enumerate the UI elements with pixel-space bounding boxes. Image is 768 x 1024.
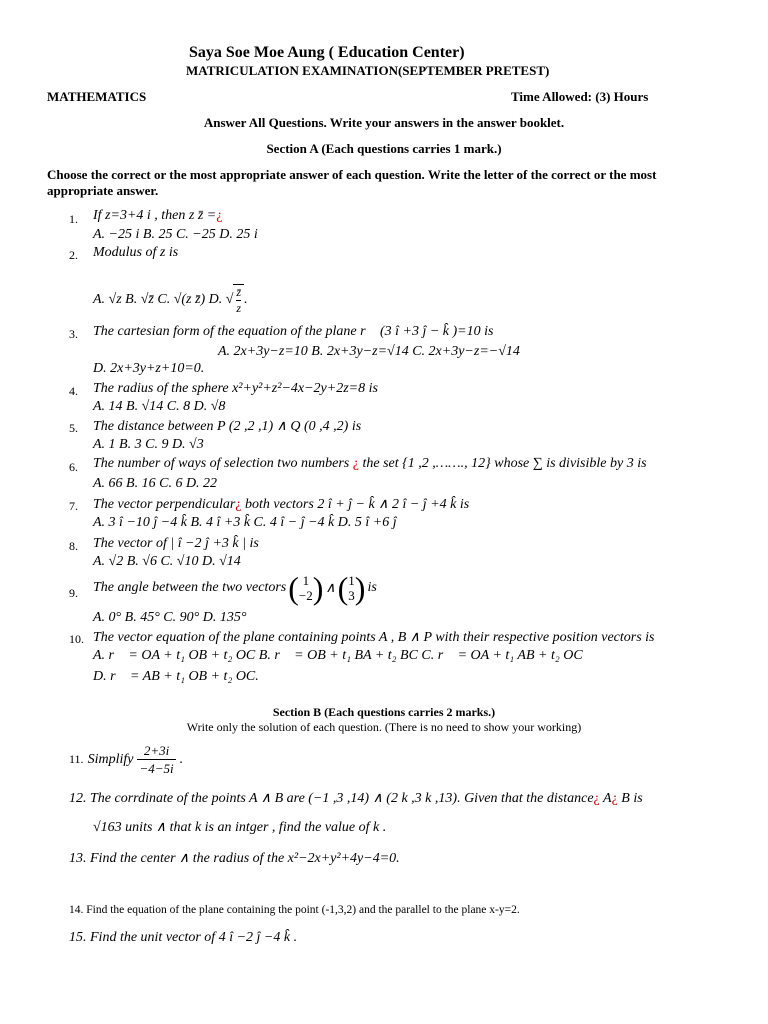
section-b-title: Section B (Each questions carries 2 marks.)	[272, 705, 496, 719]
center-name: Saya Soe Moe Aung ( Education Center)	[189, 44, 465, 61]
q5-options: A. 1 B. 3 C. 9 D. √3	[93, 437, 204, 452]
q2-frac-den: z	[236, 301, 242, 315]
q2-number: 2.	[69, 248, 78, 262]
q3-number: 3.	[69, 327, 78, 341]
subject: MATHEMATICS	[47, 89, 147, 104]
answer-instruction: Answer All Questions. Write your answers in the answer booklet.	[203, 115, 565, 130]
q10-options-1: A. r⃗ = OA + t₁ OB + t₂ OC B. r⃗ = OB + t₁ BA + t₂ BC C. r⃗ = OA + t₁ AB + t₂ OC	[93, 648, 583, 663]
q8-text: The vector of | î −2 ĵ +3 k̂ | is	[93, 536, 259, 551]
q7-options: A. 3 î −10 ĵ −4 k̂ B. 4 î +3 k̂ C. 4 î − ĵ −4 k̂ D. 5 î +6 ĵ	[93, 515, 397, 530]
q12-glyph-2: ¿	[611, 791, 618, 806]
q12-glyph-1: ¿	[593, 791, 600, 806]
q9-matrix-2: ( 1 3 )	[337, 570, 366, 606]
q1-number: 1.	[69, 212, 78, 226]
q10-options-2: D. r⃗ = AB + t₁ OB + t₂ OC.	[93, 669, 259, 684]
q12-line-2: √163 units ∧ that k is an intger , find the value of k .	[93, 820, 387, 835]
exam-title: MATRICULATION EXAMINATION(SEPTEMBER PRETEST)	[186, 63, 550, 78]
q12-line-1: 12. The corrdinate of the points A ∧ B are (−1 ,3 ,14) ∧ (2 k ,3 k ,13). Given that the distance¿ A¿ B is	[69, 791, 643, 806]
q2-frac-num: z̄	[236, 285, 242, 299]
q11-fraction: 2+3i −4−5i	[139, 743, 174, 776]
q3-text: The cartesian form of the equation of the plane r⃗ (3 î +3 ĵ − k̂ )=10 is	[93, 324, 494, 339]
q6-options: A. 66 B. 16 C. 6 D. 22	[93, 476, 218, 491]
q4-options: A. 14 B. √14 C. 8 D. √8	[93, 399, 226, 414]
q1-glyph: ¿	[216, 208, 223, 223]
q10-number: 10.	[69, 632, 84, 646]
q1-options: A. −25 i B. 25 C. −25 D. 25 i	[93, 227, 258, 242]
q7-text: The vector perpendicular¿ both vectors 2 î + ĵ − k̂ ∧ 2 î − ĵ +4 k̂ is	[93, 497, 470, 512]
q2-options: A. √z B. √z̄ C. √(z z̄) D. √ $\frac{z̄}{z}$ .	[93, 285, 248, 315]
q6-text: The number of ways of selection two numbers ¿ the set {1 ,2 ,……., 12} whose ∑ is divisible by 3 is	[93, 456, 647, 471]
q6-number: 6.	[69, 460, 78, 474]
q7-glyph: ¿	[235, 497, 242, 512]
q8-options: A. √2 B. √6 C. √10 D. √14	[93, 554, 241, 569]
q6-glyph: ¿	[352, 456, 359, 471]
q3-options-1: A. 2x+3y−z=10 B. 2x+3y−z=√14 C. 2x+3y−z=−√14	[218, 344, 520, 359]
section-b-instruction: Write only the solution of each question. (There is no need to show your working)	[186, 720, 582, 734]
q9-options: A. 0° B. 45° C. 90° D. 135°	[93, 610, 247, 625]
q11: 11. Simplify 2+3i −4−5i .	[69, 743, 184, 776]
q8-number: 8.	[69, 539, 78, 553]
q10-text: The vector equation of the plane containing points A , B ∧ P with their respective position vectors is	[93, 630, 655, 645]
q3-options-2: D. 2x+3y+z+10=0.	[93, 361, 205, 376]
q1-text: If z=3+4 i , then z z̄ =¿	[93, 208, 223, 223]
section-a-instruction-1: Choose the correct or the most appropriate answer of each question. Write the letter of the correct or the most	[47, 167, 657, 182]
q5-text: The distance between P (2 ,2 ,1) ∧ Q (0 ,4 ,2) is	[93, 419, 362, 434]
q13: 13. Find the center ∧ the radius of the x²−2x+y²+4y−4=0.	[69, 851, 400, 866]
q2-text: Modulus of z is	[93, 245, 179, 260]
q5-number: 5.	[69, 421, 78, 435]
q7-number: 7.	[69, 499, 78, 513]
q14: 14. Find the equation of the plane containing the point (-1,3,2) and the parallel to the plane x-y=2.	[69, 904, 520, 916]
time-allowed: Time Allowed: (3) Hours	[511, 89, 649, 104]
section-a-title: Section A (Each questions carries 1 mark.)	[266, 141, 502, 156]
q4-number: 4.	[69, 384, 78, 398]
q9-text: The angle between the two vectors ( 1 −2 ) ∧ ( 1 3 ) is	[93, 570, 377, 606]
q9-matrix-1: ( 1 −2 )	[288, 570, 324, 606]
section-a-instruction-2: appropriate answer.	[47, 183, 159, 198]
q4-text: The radius of the sphere x²+y²+z²−4x−2y+2z=8 is	[93, 381, 378, 396]
q9-number: 9.	[69, 586, 78, 600]
q15: 15. Find the unit vector of 4 î −2 ĵ −4 k̂ .	[69, 930, 298, 945]
